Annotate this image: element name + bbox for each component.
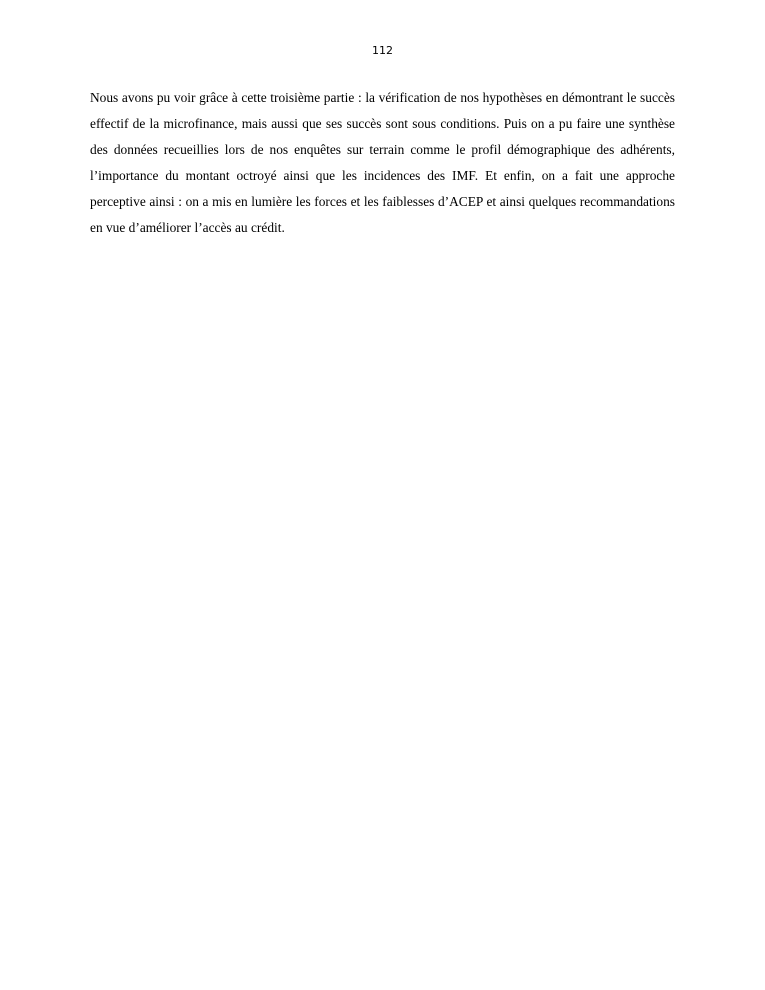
body-paragraph: Nous avons pu voir grâce à cette troisième partie : la vérification de nos hypothèses en démontrant le succès effectif de la microfinance, mais aussi que ses succès sont sous conditions. Puis on a pu faire une synthèse des données recueillies lors de nos enquêtes sur terrain comme le profil démographique des adhérents, l’importance du montant octroyé ainsi que les incidences des IMF. Et enfin, on a fait une approche perceptive ainsi : on a mis en lumière les forces et les faiblesses d’ACEP et ainsi quelques recommandations en vue d’améliorer l’accès au crédit. <box>90 90 675 235</box>
page-number: 112 <box>372 44 393 57</box>
